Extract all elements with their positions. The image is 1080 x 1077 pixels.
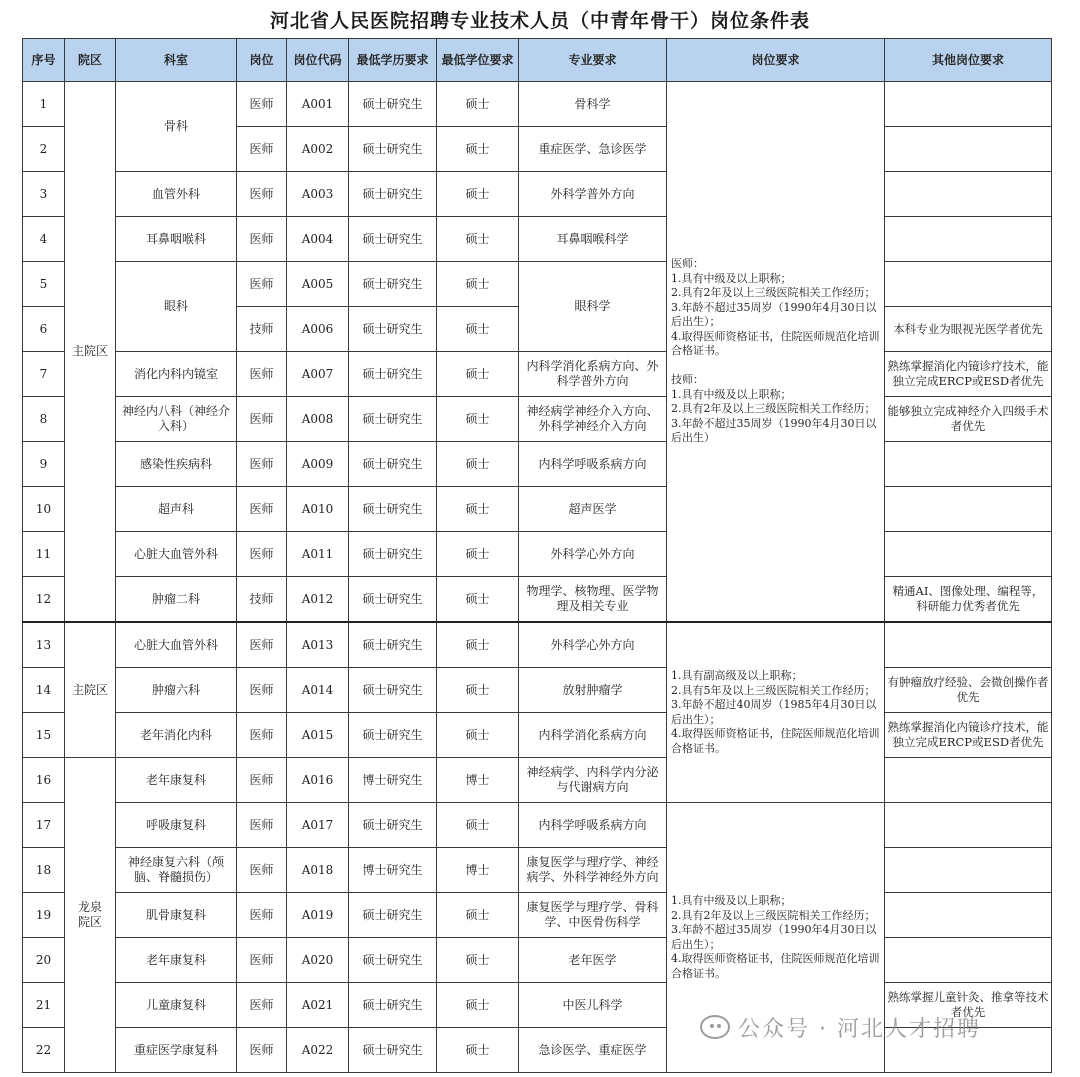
degree-cell: 硕士 <box>437 172 519 217</box>
degree-cell: 硕士 <box>437 668 519 713</box>
degree-cell: 硕士 <box>437 397 519 442</box>
header-cell: 专业要求 <box>519 39 667 82</box>
table-row <box>23 397 1052 442</box>
post-cell: 医师 <box>237 217 287 262</box>
other-cell: 本科专业为眼视光医学者优先 <box>885 307 1052 352</box>
major-cell: 放射肿瘤学 <box>519 668 667 713</box>
row-number: 8 <box>23 397 65 442</box>
dept-cell: 老年康复科 <box>116 758 237 803</box>
row-number: 15 <box>23 713 65 758</box>
edu-cell: 硕士研究生 <box>349 532 437 577</box>
other-cell <box>885 172 1052 217</box>
code-cell: A005 <box>287 262 349 307</box>
dept-cell: 血管外科 <box>116 172 237 217</box>
other-cell <box>885 262 1052 307</box>
degree-cell: 硕士 <box>437 577 519 623</box>
edu-cell: 硕士研究生 <box>349 172 437 217</box>
degree-cell: 硕士 <box>437 983 519 1028</box>
wechat-icon <box>700 1015 730 1039</box>
major-cell: 内科学消化系病方向、外科学普外方向 <box>519 352 667 397</box>
major-cell: 重症医学、急诊医学 <box>519 127 667 172</box>
degree-cell: 博士 <box>437 848 519 893</box>
table-row <box>23 262 1052 307</box>
degree-cell: 硕士 <box>437 217 519 262</box>
header-cell: 其他岗位要求 <box>885 39 1052 82</box>
edu-cell: 硕士研究生 <box>349 217 437 262</box>
major-cell: 物理学、核物理、医学物理及相关专业 <box>519 577 667 623</box>
major-cell: 神经病学神经介入方向、外科学神经介入方向 <box>519 397 667 442</box>
position-table <box>22 38 1052 1073</box>
degree-cell: 硕士 <box>437 938 519 983</box>
code-cell: A006 <box>287 307 349 352</box>
table-row <box>23 713 1052 758</box>
code-cell: A009 <box>287 442 349 487</box>
dept-cell: 心脏大血管外科 <box>116 532 237 577</box>
edu-cell: 硕士研究生 <box>349 352 437 397</box>
table-row <box>23 172 1052 217</box>
header-cell: 岗位要求 <box>667 39 885 82</box>
header-cell: 岗位代码 <box>287 39 349 82</box>
major-cell: 急诊医学、重症医学 <box>519 1028 667 1073</box>
major-cell: 外科学普外方向 <box>519 172 667 217</box>
dept-cell: 消化内科内镜室 <box>116 352 237 397</box>
row-number: 21 <box>23 983 65 1028</box>
post-cell: 医师 <box>237 668 287 713</box>
dept-cell: 神经内八科（神经介入科） <box>116 397 237 442</box>
post-cell: 医师 <box>237 803 287 848</box>
campus-cell: 龙泉 院区 <box>65 758 116 1073</box>
other-cell: 熟练掌握消化内镜诊疗技术，能独立完成ERCP或ESD者优先 <box>885 713 1052 758</box>
row-number: 16 <box>23 758 65 803</box>
dept-cell: 眼科 <box>116 262 237 352</box>
edu-cell: 硕士研究生 <box>349 668 437 713</box>
code-cell: A007 <box>287 352 349 397</box>
other-cell: 能够独立完成神经介入四级手术者优先 <box>885 397 1052 442</box>
other-cell <box>885 803 1052 848</box>
degree-cell: 硕士 <box>437 622 519 668</box>
post-cell: 医师 <box>237 352 287 397</box>
code-cell: A003 <box>287 172 349 217</box>
table-row <box>23 622 1052 668</box>
code-cell: A020 <box>287 938 349 983</box>
table-row <box>23 487 1052 532</box>
row-number: 9 <box>23 442 65 487</box>
table-row <box>23 217 1052 262</box>
header-cell: 岗位 <box>237 39 287 82</box>
other-cell: 熟练掌握儿童针灸、推拿等技术者优先 <box>885 983 1052 1028</box>
table-row <box>23 893 1052 938</box>
row-number: 7 <box>23 352 65 397</box>
other-cell <box>885 487 1052 532</box>
dept-cell: 肿瘤六科 <box>116 668 237 713</box>
code-cell: A019 <box>287 893 349 938</box>
post-cell: 医师 <box>237 848 287 893</box>
table-row <box>23 758 1052 803</box>
row-number: 4 <box>23 217 65 262</box>
other-cell <box>885 127 1052 172</box>
degree-cell: 硕士 <box>437 803 519 848</box>
row-number: 6 <box>23 307 65 352</box>
code-cell: A002 <box>287 127 349 172</box>
other-cell <box>885 938 1052 983</box>
edu-cell: 博士研究生 <box>349 758 437 803</box>
degree-cell: 硕士 <box>437 262 519 307</box>
edu-cell: 硕士研究生 <box>349 262 437 307</box>
code-cell: A001 <box>287 82 349 127</box>
major-cell: 超声医学 <box>519 487 667 532</box>
degree-cell: 硕士 <box>437 442 519 487</box>
code-cell: A016 <box>287 758 349 803</box>
post-cell: 医师 <box>237 758 287 803</box>
code-cell: A015 <box>287 713 349 758</box>
dept-cell: 肌骨康复科 <box>116 893 237 938</box>
row-number: 5 <box>23 262 65 307</box>
edu-cell: 硕士研究生 <box>349 1028 437 1073</box>
post-cell: 技师 <box>237 577 287 623</box>
campus-cell: 主院区 <box>65 82 116 623</box>
post-cell: 医师 <box>237 82 287 127</box>
row-number: 22 <box>23 1028 65 1073</box>
row-number: 14 <box>23 668 65 713</box>
row-number: 18 <box>23 848 65 893</box>
edu-cell: 博士研究生 <box>349 848 437 893</box>
other-cell: 熟练掌握消化内镜诊疗技术，能独立完成ERCP或ESD者优先 <box>885 352 1052 397</box>
dept-cell: 感染性疾病科 <box>116 442 237 487</box>
other-cell <box>885 442 1052 487</box>
post-cell: 医师 <box>237 127 287 172</box>
header-cell: 科室 <box>116 39 237 82</box>
dept-cell: 老年康复科 <box>116 938 237 983</box>
code-cell: A004 <box>287 217 349 262</box>
other-cell <box>885 532 1052 577</box>
post-cell: 医师 <box>237 442 287 487</box>
post-cell: 医师 <box>237 713 287 758</box>
major-cell: 中医儿科学 <box>519 983 667 1028</box>
campus-cell: 主院区 <box>65 622 116 758</box>
post-cell: 医师 <box>237 893 287 938</box>
requirements-cell: 1.具有中级及以上职称； 2.具有2年及以上三级医院相关工作经历； 3.年龄不超过35周岁（1990年4月30日以后出生）； 4.取得医师资格证书，住院医师规范化培训合格证书。 <box>667 803 885 1073</box>
requirements-cell: 医师： 1.具有中级及以上职称； 2.具有2年及以上三级医院相关工作经历； 3.年龄不超过35周岁（1990年4月30日以后出生）； 4.取得医师资格证书，住院医师规范化培训合格证书。 技师： 1.具有中级及以上职称； 2.具有2年及以上三级医院相关工作经历； 3.年龄不超过35周岁（1990年4月30日以后出生） <box>667 82 885 623</box>
page-title: 河北省人民医院招聘专业技术人员（中青年骨干）岗位条件表 <box>269 10 810 32</box>
dept-cell: 呼吸康复科 <box>116 803 237 848</box>
degree-cell: 硕士 <box>437 487 519 532</box>
table-row <box>23 848 1052 893</box>
major-cell: 内科学呼吸系病方向 <box>519 442 667 487</box>
row-number: 2 <box>23 127 65 172</box>
header-cell: 最低学历要求 <box>349 39 437 82</box>
dept-cell: 儿童康复科 <box>116 983 237 1028</box>
degree-cell: 硕士 <box>437 352 519 397</box>
other-cell <box>885 893 1052 938</box>
major-cell: 内科学呼吸系病方向 <box>519 803 667 848</box>
degree-cell: 博士 <box>437 758 519 803</box>
row-number: 20 <box>23 938 65 983</box>
post-cell: 技师 <box>237 307 287 352</box>
code-cell: A011 <box>287 532 349 577</box>
post-cell: 医师 <box>237 532 287 577</box>
post-cell: 医师 <box>237 938 287 983</box>
code-cell: A013 <box>287 622 349 668</box>
degree-cell: 硕士 <box>437 893 519 938</box>
edu-cell: 硕士研究生 <box>349 442 437 487</box>
table-row <box>23 803 1052 848</box>
code-cell: A014 <box>287 668 349 713</box>
major-cell: 耳鼻咽喉科学 <box>519 217 667 262</box>
post-cell: 医师 <box>237 983 287 1028</box>
major-cell: 康复医学与理疗学、神经病学、外科学神经外方向 <box>519 848 667 893</box>
post-cell: 医师 <box>237 487 287 532</box>
edu-cell: 硕士研究生 <box>349 983 437 1028</box>
table-row <box>23 577 1052 623</box>
row-number: 11 <box>23 532 65 577</box>
dept-cell: 耳鼻咽喉科 <box>116 217 237 262</box>
degree-cell: 硕士 <box>437 713 519 758</box>
edu-cell: 硕士研究生 <box>349 577 437 623</box>
dept-cell: 重症医学康复科 <box>116 1028 237 1073</box>
table-header-row <box>23 39 1052 82</box>
other-cell: 精通AI、图像处理、编程等，科研能力优秀者优先 <box>885 577 1052 623</box>
major-cell: 神经病学、内科学内分泌与代谢病方向 <box>519 758 667 803</box>
row-number: 10 <box>23 487 65 532</box>
edu-cell: 硕士研究生 <box>349 803 437 848</box>
major-cell: 老年医学 <box>519 938 667 983</box>
degree-cell: 硕士 <box>437 532 519 577</box>
edu-cell: 硕士研究生 <box>349 307 437 352</box>
edu-cell: 硕士研究生 <box>349 938 437 983</box>
table-row <box>23 938 1052 983</box>
degree-cell: 硕士 <box>437 127 519 172</box>
post-cell: 医师 <box>237 397 287 442</box>
row-number: 12 <box>23 577 65 623</box>
code-cell: A010 <box>287 487 349 532</box>
edu-cell: 硕士研究生 <box>349 487 437 532</box>
other-cell: 有肿瘤放疗经验、会微创操作者优先 <box>885 668 1052 713</box>
code-cell: A021 <box>287 983 349 1028</box>
degree-cell: 硕士 <box>437 82 519 127</box>
row-number: 3 <box>23 172 65 217</box>
row-number: 17 <box>23 803 65 848</box>
edu-cell: 硕士研究生 <box>349 713 437 758</box>
edu-cell: 硕士研究生 <box>349 893 437 938</box>
other-cell <box>885 82 1052 127</box>
table-row <box>23 352 1052 397</box>
dept-cell: 老年消化内科 <box>116 713 237 758</box>
edu-cell: 硕士研究生 <box>349 622 437 668</box>
other-cell <box>885 217 1052 262</box>
code-cell: A017 <box>287 803 349 848</box>
table-row <box>23 82 1052 127</box>
dept-cell: 骨科 <box>116 82 237 172</box>
post-cell: 医师 <box>237 622 287 668</box>
dept-cell: 超声科 <box>116 487 237 532</box>
table-row <box>23 532 1052 577</box>
edu-cell: 硕士研究生 <box>349 127 437 172</box>
major-cell: 外科学心外方向 <box>519 532 667 577</box>
dept-cell: 神经康复六科（颅脑、脊髓损伤） <box>116 848 237 893</box>
watermark-text: 公众号 · 河北人才招聘 <box>738 1017 981 1042</box>
watermark <box>700 1012 981 1043</box>
row-number: 13 <box>23 622 65 668</box>
major-cell: 眼科学 <box>519 262 667 352</box>
dept-cell: 心脏大血管外科 <box>116 622 237 668</box>
post-cell: 医师 <box>237 262 287 307</box>
major-cell: 骨科学 <box>519 82 667 127</box>
header-cell: 最低学位要求 <box>437 39 519 82</box>
code-cell: A012 <box>287 577 349 623</box>
code-cell: A008 <box>287 397 349 442</box>
degree-cell: 硕士 <box>437 1028 519 1073</box>
post-cell: 医师 <box>237 172 287 217</box>
other-cell <box>885 758 1052 803</box>
major-cell: 康复医学与理疗学、骨科学、中医骨伤科学 <box>519 893 667 938</box>
code-cell: A022 <box>287 1028 349 1073</box>
code-cell: A018 <box>287 848 349 893</box>
table-row <box>23 442 1052 487</box>
other-cell <box>885 622 1052 668</box>
post-cell: 医师 <box>237 1028 287 1073</box>
row-number: 19 <box>23 893 65 938</box>
edu-cell: 硕士研究生 <box>349 82 437 127</box>
other-cell <box>885 848 1052 893</box>
header-cell: 序号 <box>23 39 65 82</box>
major-cell: 内科学消化系病方向 <box>519 713 667 758</box>
requirements-cell: 1.具有副高级及以上职称； 2.具有5年及以上三级医院相关工作经历； 3.年龄不超过40周岁（1985年4月30日以后出生）； 4.取得医师资格证书，住院医师规范化培训合格证书。 <box>667 622 885 803</box>
degree-cell: 硕士 <box>437 307 519 352</box>
table-row <box>23 668 1052 713</box>
major-cell: 外科学心外方向 <box>519 622 667 668</box>
dept-cell: 肿瘤二科 <box>116 577 237 623</box>
edu-cell: 硕士研究生 <box>349 397 437 442</box>
header-cell: 院区 <box>65 39 116 82</box>
row-number: 1 <box>23 82 65 127</box>
